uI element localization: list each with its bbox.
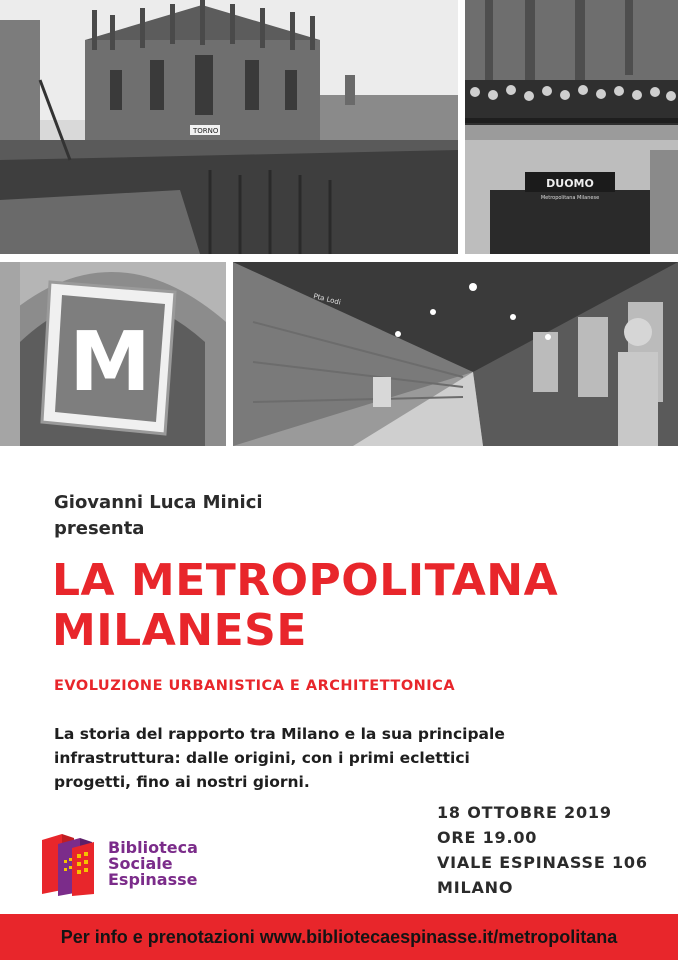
event-address: VIALE ESPINASSE 106 (437, 853, 648, 872)
footer-info: Per info e prenotazioni www.bibliotecaespinasse.it/metropolitana (60, 927, 618, 947)
books-icon (40, 830, 104, 896)
event-date: 18 OTTOBRE 2019 (437, 803, 612, 822)
event-details (437, 800, 648, 900)
logo-line-3: Espinasse (108, 870, 198, 889)
photo-duomo-excavation (0, 0, 458, 254)
event-time: ORE 19.00 (437, 828, 538, 847)
photo-sign-duomo-sub: Metropolitana Milanese (540, 195, 600, 201)
presenter-verb: presenta (54, 518, 145, 539)
title-line-1: LA METROPOLITANA (52, 555, 559, 606)
footer-bar (0, 914, 678, 960)
photo-duomo-entrance (465, 0, 678, 254)
presenter-name: Giovanni Luca Minici (54, 492, 263, 513)
presenter-block (54, 490, 263, 542)
photo-sign-duomo: DUOMO (546, 177, 594, 190)
event-city: MILANO (437, 878, 514, 897)
logo-line-2: Sociale (108, 854, 173, 873)
logo-line-1: Biblioteca (108, 838, 198, 857)
page-title (52, 556, 652, 656)
library-logo (40, 826, 220, 898)
photo-m-letter: M (69, 315, 151, 410)
photo-sign-torno: TORNO (193, 127, 219, 135)
title-line-2: MILANESE (52, 605, 307, 656)
photo-metro-m-sign (0, 262, 226, 446)
logo-text (108, 840, 198, 888)
subtitle: EVOLUZIONE URBANISTICA E ARCHITETTONICA (54, 678, 456, 694)
description: La storia del rapporto tra Milano e la sua principale infrastruttura: dalle origini, con i primi eclettici progetti, fino ai nostri giorni. (54, 725, 505, 791)
photo-sign-platform: Pta Lodi (312, 292, 342, 307)
photo-metro-platform (233, 262, 678, 446)
